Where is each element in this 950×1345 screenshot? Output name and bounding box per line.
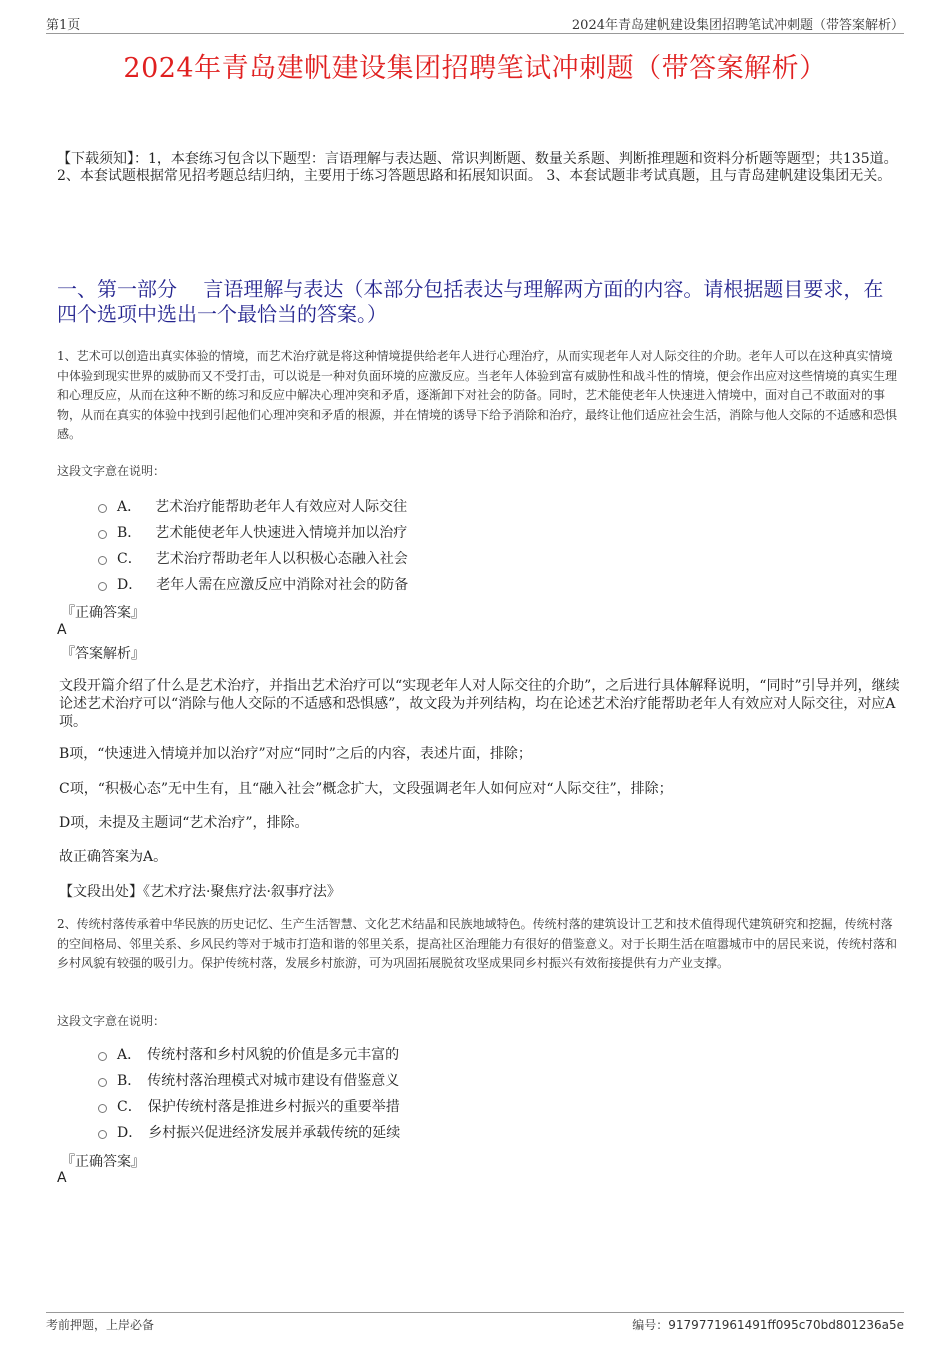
question-2-option-b[interactable] <box>98 1070 399 1090</box>
option-letter: C． <box>117 551 142 567</box>
radio-icon[interactable] <box>98 582 107 591</box>
document-title: 2024年青岛建帆建设集团招聘笔试冲刺题（带答案解析） <box>123 53 827 84</box>
question-1-option-b[interactable] <box>98 522 407 542</box>
option-letter: D． <box>117 577 143 593</box>
question-1-text: 1、艺术可以创造出真实体验的情境，而艺术治疗就是将这种情境提供给老年人进行心理治疗，从而实现老年人对人际交往的介助。老年人可以在这种真实情境中体验到现实世界的威胁而又不受打击，可以说是一种对负面环境的应激反应。当老年人体验到富有威胁性和战斗性的情境，便会作出应对这些情境的真实生理和心理反应，从而在这种不断的练习和反应中解决心理冲突和矛盾，逐渐卸下对社会的防备。同时，艺术能使老年人快速进入情境中，面对自己不敢面对的事物，从而在真实的体验中找到引起他们心理冲突和矛盾的根源，并在情境的诱导下给予消除和治疗，最终让他们适应社会生活，消除与他人交际的不适感和恐惧感。 <box>57 349 898 442</box>
radio-icon[interactable] <box>98 530 107 539</box>
option-letter: D． <box>117 1125 143 1141</box>
option-text: 艺术能使老年人快速进入情境并加以治疗 <box>155 525 408 541</box>
header-doc-title: 2024年青岛建帆建设集团招聘笔试冲刺题（带答案解析） <box>571 18 904 33</box>
option-letter: A． <box>117 1047 142 1063</box>
option-text: 老年人需在应激反应中消除对社会的防备 <box>156 577 409 593</box>
option-text: 艺术治疗能帮助老年人有效应对人际交往 <box>155 499 408 515</box>
footer-code-value: 9179771961491ff095c70bd801236a5e <box>668 1318 904 1332</box>
question-1-source: 【文段出处】《艺术疗法·聚焦疗法·叙事疗法》 <box>59 884 341 900</box>
question-1-option-c[interactable] <box>98 548 408 568</box>
option-text: 艺术治疗帮助老年人以积极心态融入社会 <box>155 551 408 567</box>
page-number: 第1页 <box>46 18 81 33</box>
analysis-paragraph: B项，“快速进入情境并加以治疗”对应“同时”之后的内容，表述片面，排除； <box>59 746 532 762</box>
question-1-prompt: 这段文字意在说明： <box>57 464 166 478</box>
question-2-text: 2、传统村落传承着中华民族的历史记忆、生产生活智慧、文化艺术结晶和民族地域特色。传统村落的建筑设计工艺和技术值得现代建筑研究和挖掘，传统村落的空间格局、邻里关系、乡风民约等对于城市打造和谐的邻里关系，提高社区治理能力有很好的借鉴意义。对于长期生活在喧嚣城市中的居民来说，传统村落和乡村风貌有较强的吸引力。保护传统村落，发展乡村旅游，可为巩固拓展脱贫攻坚成果同乡村振兴有效衔接提供有力产业支撑。 <box>57 917 898 971</box>
footer-slogan: 考前押题，上岸必备 <box>46 1318 155 1332</box>
download-notice: 【下载须知】：1，本套练习包含以下题型：言语理解与表达题、常识判断题、数量关系题、判断推理题和资料分析题等题型；共135道。 2、本套试题根据常见招考题总结归纳，主要用于练习答题思路和拓展知识面。 3、本套试题非考试真题，且与青岛建帆建设集团无关。 <box>57 151 898 184</box>
option-text: 传统村落和乡村风貌的价值是多元丰富的 <box>147 1047 400 1063</box>
option-text: 乡村振兴促进经济发展并承载传统的延续 <box>148 1125 401 1141</box>
footer-code <box>632 1316 904 1333</box>
option-letter: B． <box>117 525 142 541</box>
footer-divider <box>46 1312 904 1313</box>
question-2-prompt: 这段文字意在说明： <box>57 1014 166 1028</box>
question-1-option-d[interactable] <box>98 574 408 594</box>
analysis-paragraph: 故正确答案为A。 <box>59 849 168 865</box>
footer-code-label: 编号： <box>632 1318 669 1332</box>
section-heading: 一、第一部分 言语理解与表达（本部分包括表达与理解两方面的内容。请根据题目要求，在四个选项中选出一个最恰当的答案。） <box>57 277 884 326</box>
question-1-option-a[interactable] <box>98 496 407 516</box>
radio-icon[interactable] <box>98 1078 107 1087</box>
option-letter: A． <box>117 499 142 515</box>
question-2-option-c[interactable] <box>98 1096 400 1116</box>
option-text: 保护传统村落是推进乡村振兴的重要举措 <box>147 1099 400 1115</box>
header-divider <box>46 33 904 34</box>
option-text: 传统村落治理模式对城市建设有借鉴意义 <box>147 1073 400 1089</box>
question-2-option-d[interactable] <box>98 1122 400 1142</box>
question-2-answer-label: 『正确答案』 <box>61 1154 145 1170</box>
option-letter: B． <box>117 1073 142 1089</box>
analysis-paragraph: 文段开篇介绍了什么是艺术治疗，并指出艺术治疗可以“实现老年人对人际交往的介助”，之后进行具体解释说明，“同时”引导并列，继续论述艺术治疗可以“消除与他人交际的不适感和恐惧感”，故文段为并列结构，均在论述艺术治疗能帮助老年人有效应对人际交往，对应A项。 <box>59 678 900 730</box>
option-letter: C． <box>117 1099 142 1115</box>
radio-icon[interactable] <box>98 1104 107 1113</box>
analysis-paragraph: D项，未提及主题词“艺术治疗”，排除。 <box>59 815 309 831</box>
radio-icon[interactable] <box>98 504 107 513</box>
radio-icon[interactable] <box>98 556 107 565</box>
question-1-analysis-label: 『答案解析』 <box>61 646 145 662</box>
question-2-option-a[interactable] <box>98 1044 399 1064</box>
radio-icon[interactable] <box>98 1130 107 1139</box>
question-1-answer: A <box>57 622 67 638</box>
question-2-answer: A <box>57 1170 67 1186</box>
question-1-answer-label: 『正确答案』 <box>61 605 145 621</box>
radio-icon[interactable] <box>98 1052 107 1061</box>
analysis-paragraph: C项，“积极心态”无中生有，且“融入社会”概念扩大，文段强调老年人如何应对“人际交往”，排除； <box>59 781 673 797</box>
